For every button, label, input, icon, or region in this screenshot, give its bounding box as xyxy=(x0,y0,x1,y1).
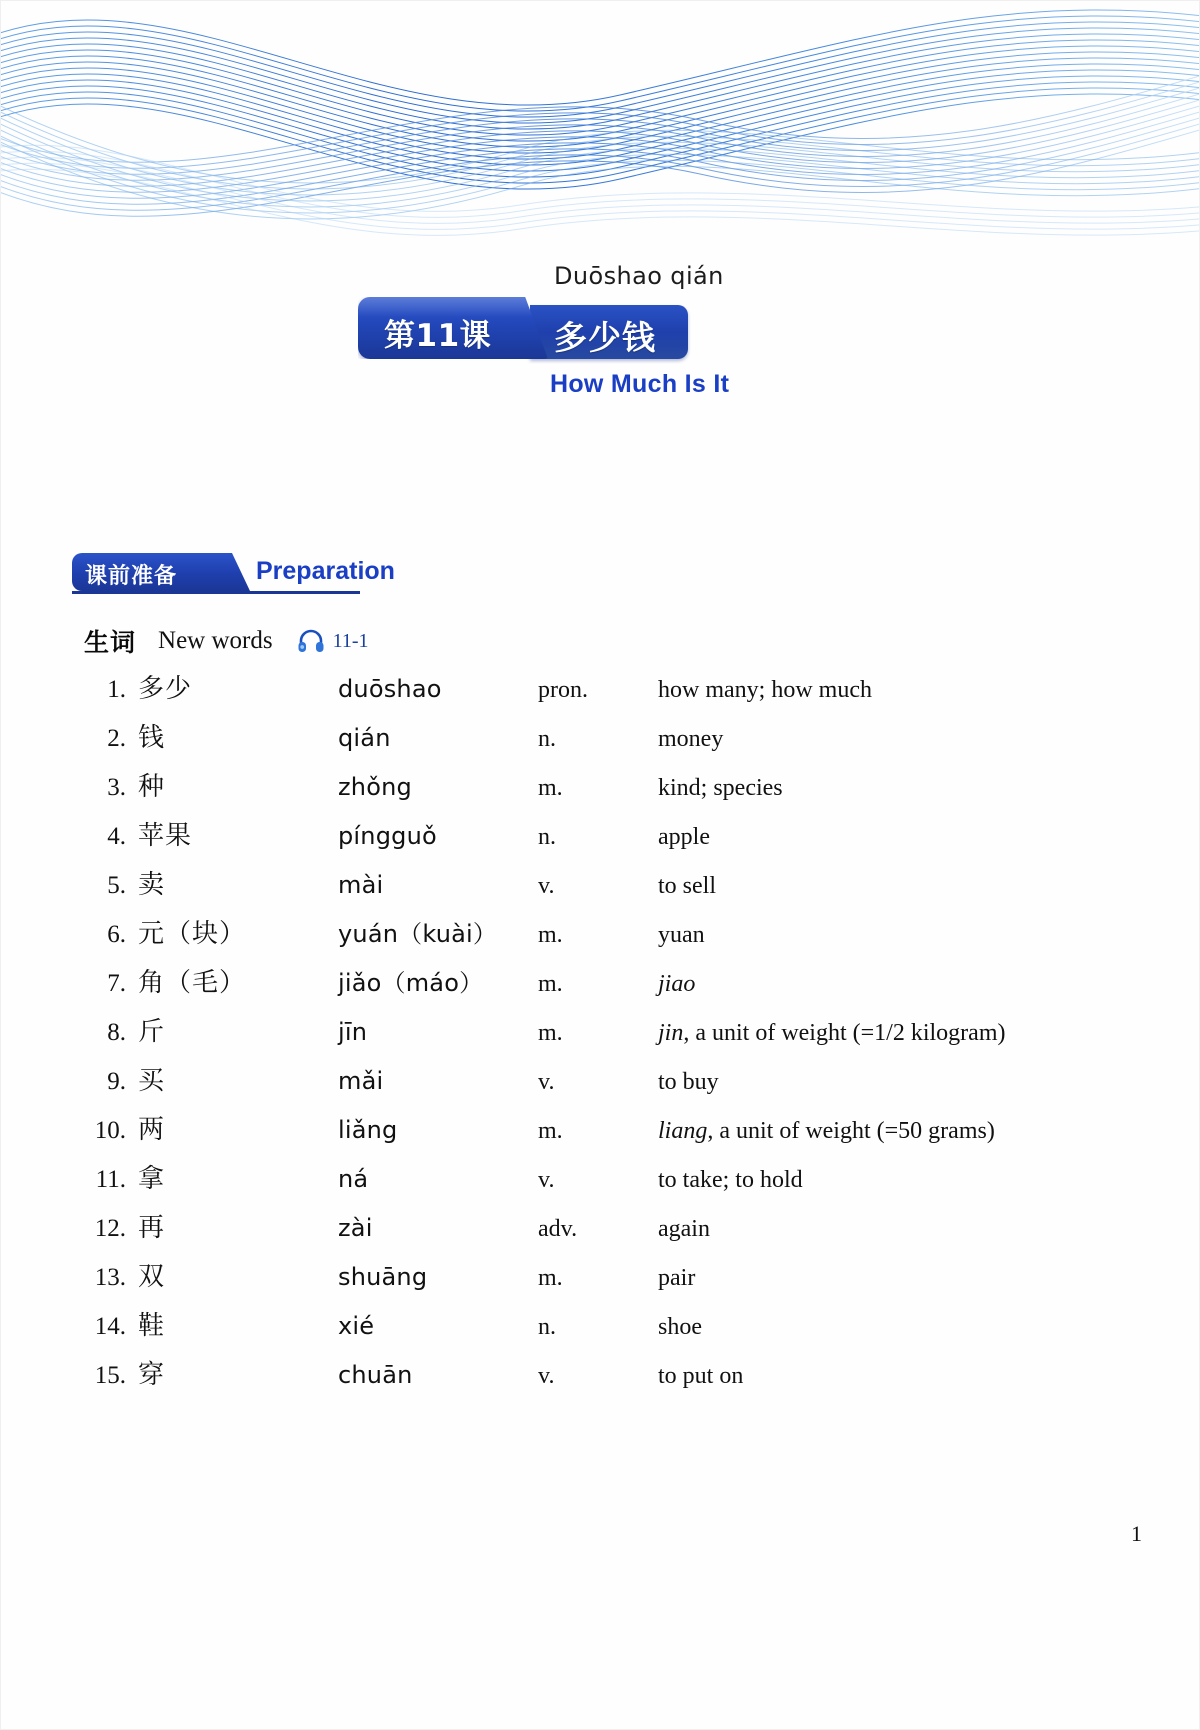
vocab-part-of-speech: n. xyxy=(538,824,556,850)
vocab-definition-rest: , a unit of weight (=50 grams) xyxy=(707,1118,995,1144)
vocabulary-list xyxy=(84,668,1124,1403)
lesson-title-block xyxy=(358,262,778,422)
vocab-definition: kind; species xyxy=(658,775,783,801)
vocab-definition: to buy xyxy=(658,1069,719,1095)
vocabulary-row xyxy=(84,913,1124,962)
vocab-hanzi: 穿 xyxy=(138,1360,166,1390)
section-underline xyxy=(72,591,360,594)
vocab-definition xyxy=(658,1020,1124,1047)
vocab-part-of-speech: m. xyxy=(538,775,563,801)
vocabulary-row xyxy=(84,1305,1124,1354)
vocab-index: 5. xyxy=(107,872,126,899)
vocab-pinyin: yuán（kuài） xyxy=(338,920,498,948)
vocab-part-of-speech: v. xyxy=(538,873,555,899)
vocab-pinyin: jiǎo（máo） xyxy=(338,969,484,997)
section-chinese-label: 课前准备 xyxy=(85,564,178,589)
vocab-part-of-speech: n. xyxy=(538,1314,556,1340)
lesson-pinyin-title: Duōshao qián xyxy=(554,262,724,290)
vocabulary-row xyxy=(84,1060,1124,1109)
vocab-definition: to sell xyxy=(658,873,716,899)
vocab-hanzi: 元（块） xyxy=(138,919,247,949)
vocab-index: 6. xyxy=(107,921,126,948)
vocab-definition: to take; to hold xyxy=(658,1167,803,1193)
vocab-index: 10. xyxy=(94,1117,126,1144)
vocab-definition: to put on xyxy=(658,1363,744,1389)
vocab-index: 9. xyxy=(107,1068,126,1095)
vocab-definition-term: jiao xyxy=(658,971,696,997)
decorative-wave-header xyxy=(0,0,1200,250)
vocab-definition: how many; how much xyxy=(658,677,872,703)
vocab-pinyin: chuān xyxy=(338,1361,413,1389)
vocab-part-of-speech: v. xyxy=(538,1363,555,1389)
vocab-pinyin: mǎi xyxy=(338,1067,384,1095)
vocab-index: 2. xyxy=(107,725,126,752)
vocabulary-row xyxy=(84,815,1124,864)
vocabulary-row xyxy=(84,1354,1124,1403)
vocab-index: 1. xyxy=(107,676,126,703)
vocabulary-row xyxy=(84,1207,1124,1256)
new-words-heading xyxy=(84,624,369,658)
vocabulary-row xyxy=(84,717,1124,766)
vocab-index: 11. xyxy=(95,1166,126,1193)
vocab-definition: shoe xyxy=(658,1314,702,1340)
section-english-label: Preparation xyxy=(256,557,395,585)
vocab-hanzi: 苹果 xyxy=(138,821,193,851)
vocab-hanzi: 角（毛） xyxy=(138,968,247,998)
vocab-hanzi: 拿 xyxy=(138,1164,166,1194)
vocab-hanzi: 种 xyxy=(138,772,166,802)
vocab-hanzi: 斤 xyxy=(138,1017,166,1047)
vocabulary-row xyxy=(84,1256,1124,1305)
vocab-pinyin: duōshao xyxy=(338,675,442,703)
vocabulary-row xyxy=(84,1109,1124,1158)
vocab-definition: again xyxy=(658,1216,710,1242)
vocab-index: 15. xyxy=(94,1362,126,1389)
vocab-hanzi: 两 xyxy=(138,1115,166,1145)
vocab-hanzi: 多少 xyxy=(138,674,193,704)
vocab-hanzi: 双 xyxy=(138,1262,166,1292)
vocab-part-of-speech: m. xyxy=(538,1118,563,1144)
vocab-part-of-speech: m. xyxy=(538,1020,563,1046)
vocab-index: 4. xyxy=(107,823,126,850)
vocab-hanzi: 钱 xyxy=(138,723,166,753)
vocab-pinyin: jīn xyxy=(338,1018,368,1046)
vocab-part-of-speech: m. xyxy=(538,922,563,948)
vocab-part-of-speech: m. xyxy=(538,971,563,997)
vocab-pinyin: shuāng xyxy=(338,1263,428,1291)
page-number: 1 xyxy=(1131,1521,1142,1546)
vocab-definition xyxy=(658,971,1124,998)
vocab-definition: apple xyxy=(658,824,710,850)
vocab-definition-term: liang xyxy=(658,1118,708,1144)
lesson-banner xyxy=(358,297,688,359)
vocab-index: 14. xyxy=(94,1313,126,1340)
headphone-icon[interactable] xyxy=(297,629,325,653)
vocab-pinyin: ná xyxy=(338,1165,369,1193)
vocab-pinyin: qián xyxy=(338,724,391,752)
vocabulary-row xyxy=(84,766,1124,815)
vocab-pinyin: mài xyxy=(338,871,384,899)
vocab-index: 3. xyxy=(107,774,126,801)
vocab-part-of-speech: pron. xyxy=(538,677,588,703)
vocab-definition xyxy=(658,1118,1124,1145)
vocab-part-of-speech: v. xyxy=(538,1069,555,1095)
vocab-definition-term: jin xyxy=(658,1020,684,1046)
lesson-chinese-title: 多少钱 xyxy=(554,318,656,357)
lesson-number-label: 第11课 xyxy=(384,318,492,354)
section-pill-tail xyxy=(210,553,250,591)
vocab-pinyin: píngguǒ xyxy=(338,822,437,850)
vocabulary-row xyxy=(84,962,1124,1011)
lesson-english-title: How Much Is It xyxy=(550,370,730,398)
vocab-part-of-speech: v. xyxy=(538,1167,555,1193)
new-words-english-label: New words xyxy=(158,627,273,654)
vocab-index: 8. xyxy=(107,1019,126,1046)
vocab-pinyin: xié xyxy=(338,1312,375,1340)
new-words-chinese-label: 生词 xyxy=(84,628,137,657)
vocab-hanzi: 鞋 xyxy=(138,1311,166,1341)
vocab-pinyin: liǎng xyxy=(338,1116,398,1144)
vocab-definition: money xyxy=(658,726,724,752)
vocabulary-row xyxy=(84,1158,1124,1207)
audio-track-label: 11-1 xyxy=(332,629,369,652)
vocab-definition: yuan xyxy=(658,922,705,948)
vocab-pinyin: zhǒng xyxy=(338,773,412,801)
vocab-index: 7. xyxy=(107,970,126,997)
vocabulary-row xyxy=(84,864,1124,913)
wave-graphic xyxy=(0,0,1200,250)
vocabulary-row xyxy=(84,1011,1124,1060)
vocab-definition: pair xyxy=(658,1265,696,1291)
vocab-hanzi: 买 xyxy=(138,1066,166,1096)
vocab-hanzi: 再 xyxy=(138,1213,166,1243)
vocabulary-row xyxy=(84,668,1124,717)
section-header-preparation xyxy=(72,553,395,597)
vocab-part-of-speech: adv. xyxy=(538,1216,578,1242)
vocab-definition-rest: , a unit of weight (=1/2 kilogram) xyxy=(683,1020,1006,1046)
vocab-part-of-speech: n. xyxy=(538,726,556,752)
vocab-index: 12. xyxy=(94,1215,126,1242)
vocab-index: 13. xyxy=(94,1264,126,1291)
vocab-part-of-speech: m. xyxy=(538,1265,563,1291)
vocab-hanzi: 卖 xyxy=(138,870,166,900)
vocab-pinyin: zài xyxy=(338,1214,373,1242)
